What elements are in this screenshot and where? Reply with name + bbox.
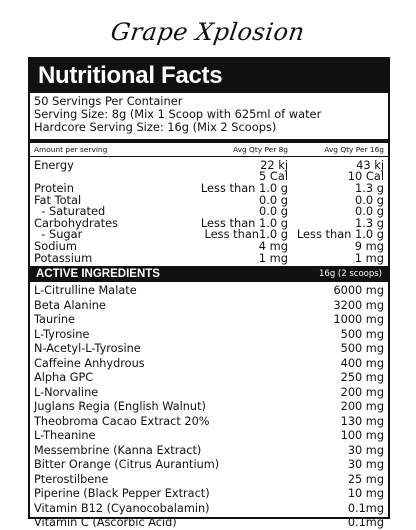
ingredient-amount: 30 mg xyxy=(347,443,384,457)
ingredient-row xyxy=(34,385,384,400)
ingredient-name: Alpha GPC xyxy=(34,371,94,385)
nutrient-name: Sodium xyxy=(34,238,77,253)
ingredient-row xyxy=(34,443,384,458)
ingredient-row xyxy=(34,501,384,516)
ingredient-name: Pterostilbene xyxy=(34,472,109,486)
nutrition-panel xyxy=(28,57,390,530)
nutrient-per-16g: 0.0 g xyxy=(355,204,384,219)
nutrient-per-8g: Less than 1.0 g xyxy=(200,180,288,195)
flavor-name: Grape Xplosion xyxy=(109,18,307,46)
ingredient-row xyxy=(34,370,384,385)
ingredient-list xyxy=(30,282,388,530)
ingredient-amount: 130 mg xyxy=(340,414,384,428)
ingredient-name: Messembrine (Kanna Extract) xyxy=(34,443,202,457)
ingredient-name: Vitamin B12 (Cyanocobalamin) xyxy=(34,501,210,515)
ingredient-amount: 0.1mg xyxy=(347,501,384,515)
nutrient-name: Potassium xyxy=(34,250,93,265)
ingredient-name: Vitamin C (Ascorbic Acid) xyxy=(34,516,177,530)
ingredient-amount: 200 mg xyxy=(340,385,384,399)
ingredient-row xyxy=(34,414,384,429)
column-headers xyxy=(30,143,388,157)
ingredient-name: Theobroma Cacao Extract 20% xyxy=(34,414,210,428)
ingredient-amount: 25 mg xyxy=(347,472,384,486)
ingredient-name: N-Acetyl-L-Tyrosine xyxy=(34,342,141,356)
ingredient-amount: 100 mg xyxy=(340,429,384,443)
ingredient-name: Juglans Regia (English Walnut) xyxy=(34,400,206,414)
nutrient-name: - Saturated xyxy=(34,204,106,219)
nutrient-list xyxy=(30,157,388,263)
ingredient-name: Beta Alanine xyxy=(34,298,106,312)
ingredient-row xyxy=(34,399,384,414)
ingredient-amount: 1000 mg xyxy=(333,313,384,327)
nutrient-per-8g: 0.0 g xyxy=(259,192,288,207)
ingredient-row xyxy=(34,356,384,371)
ingredient-amount: 3200 mg xyxy=(333,298,384,312)
ingredient-name: L-Theanine xyxy=(34,429,96,443)
active-ingredients-header xyxy=(30,266,388,282)
ingredient-name: L-Tyrosine xyxy=(34,327,90,341)
ingredient-name: Bitter Orange (Citrus Aurantium) xyxy=(34,458,220,472)
nutrient-per-8g: Less than1.0 g xyxy=(204,227,288,242)
ingredient-amount: 200 mg xyxy=(340,400,384,414)
ingredient-row xyxy=(34,428,384,443)
nutrient-per-16g: 1 mg xyxy=(354,250,384,265)
hardcore-serving-size: Hardcore Serving Size: 16g (Mix 2 Scoops) xyxy=(34,120,277,134)
ingredient-amount: 6000 mg xyxy=(333,284,384,298)
nutrient-per-8g: 4 mg xyxy=(258,238,288,253)
ingredient-amount: 500 mg xyxy=(340,342,384,356)
ingredient-amount: 250 mg xyxy=(340,371,384,385)
nutrient-per-8g: 5 Cal xyxy=(259,169,288,184)
ingredient-row xyxy=(34,283,384,298)
ingredient-amount: 0.1mg xyxy=(347,516,384,530)
active-serving: 16g (2 scoops) xyxy=(319,269,382,280)
active-ingredients-title: ACTIVE INGREDIENTS xyxy=(36,268,160,281)
nutrient-name: Carbohydrates xyxy=(34,215,119,230)
ingredient-name: Caffeine Anhydrous xyxy=(34,356,145,370)
serving-size: Serving Size: 8g (Mix 1 Scoop with 625ml of water xyxy=(34,107,322,121)
ingredient-row xyxy=(34,327,384,342)
servings-per-container: 50 Servings Per Container xyxy=(34,94,183,108)
nutrient-per-8g: 1 mg xyxy=(258,250,288,265)
flavor-title xyxy=(0,14,416,50)
nutrient-name: Energy xyxy=(34,157,74,172)
column-per-16g: Avg Qty Per 16g xyxy=(324,145,384,154)
ingredient-name: Taurine xyxy=(34,313,76,327)
nutrient-per-16g: 1.3 g xyxy=(355,180,384,195)
ingredient-row xyxy=(34,312,384,327)
panel-header xyxy=(30,59,388,93)
ingredient-amount: 10 mg xyxy=(347,487,384,501)
nutrient-per-8g: 0.0 g xyxy=(259,204,288,219)
ingredient-row xyxy=(34,341,384,356)
ingredient-amount: 500 mg xyxy=(340,327,384,341)
nutrient-per-16g: 0.0 g xyxy=(355,192,384,207)
ingredient-row xyxy=(34,472,384,487)
panel-title: Nutritional Facts xyxy=(38,62,223,89)
nutrient-name: - Sugar xyxy=(34,227,83,242)
column-per-8g: Avg Qty Per 8g xyxy=(233,145,288,154)
nutrient-name: Fat Total xyxy=(34,192,82,207)
nutrient-name: Protein xyxy=(34,180,74,195)
nutrient-per-16g: 9 mg xyxy=(354,238,384,253)
ingredient-row xyxy=(34,298,384,313)
ingredient-name: Piperine (Black Pepper Extract) xyxy=(34,487,210,501)
nutrient-row xyxy=(34,252,384,264)
ingredient-row xyxy=(34,486,384,501)
ingredient-name: L-Citrulline Malate xyxy=(34,284,137,298)
serving-info xyxy=(30,93,388,143)
ingredient-row xyxy=(34,515,384,530)
nutrient-per-16g: 1.3 g xyxy=(355,215,384,230)
nutrient-per-16g: 43 kj xyxy=(356,157,384,172)
column-amount: Amount per serving xyxy=(34,145,108,154)
ingredient-name: L-Norvaline xyxy=(34,385,99,399)
ingredient-amount: 400 mg xyxy=(340,356,384,370)
nutrient-per-16g: 10 Cal xyxy=(347,169,384,184)
ingredient-row xyxy=(34,457,384,472)
nutrient-per-8g: Less than 1.0 g xyxy=(200,215,288,230)
nutrient-per-8g: 22 kj xyxy=(260,157,288,172)
ingredient-amount: 30 mg xyxy=(347,458,384,472)
nutrient-per-16g: Less than 1.0 g xyxy=(296,227,384,242)
